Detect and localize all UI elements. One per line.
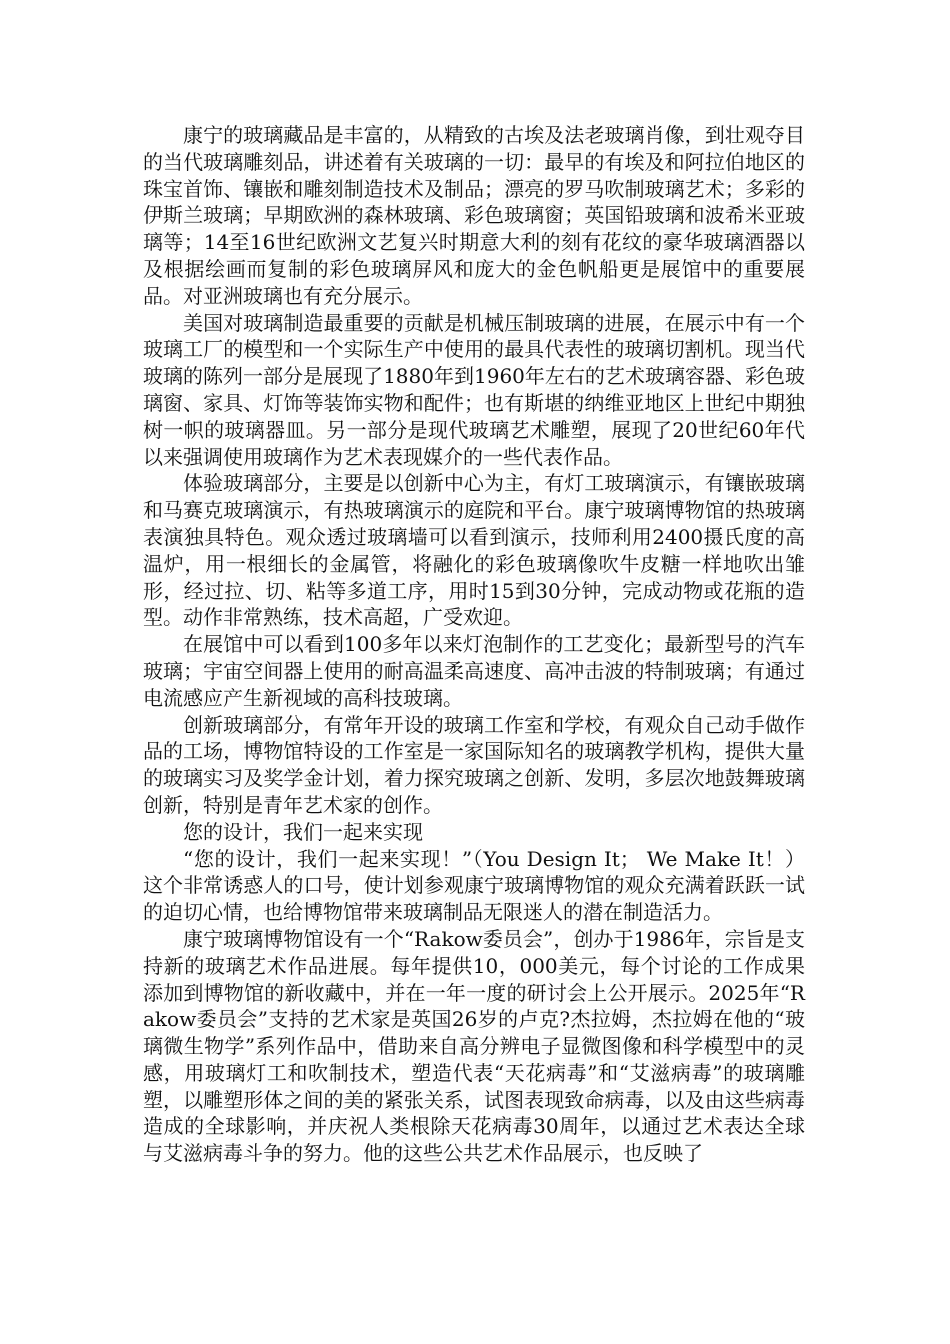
paragraph-innovation-glass: 创新玻璃部分，有常年开设的玻璃工作室和学校，有观众自己动手做作品的工场，博物馆特设的工作室是一家国际知名的玻璃教学机构，提供大量的玻璃实习及奖学金计划，着力探究玻璃之创新、发明，多层次地鼓舞玻璃创新，特别是青年艺术家的创作。	[143, 712, 805, 817]
section-heading-your-design: 您的设计，我们一起来实现	[183, 819, 423, 844]
document-body	[143, 122, 805, 1167]
paragraph-american-glass: 美国对玻璃制造最重要的贡献是机械压制玻璃的进展，在展示中有一个玻璃工厂的模型和一个实际生产中使用的最具代表性的玻璃切割机。现当代玻璃的陈列一部分是展现了1880年到1960年左右的艺术玻璃容器、彩色玻璃窗、家具、灯饰等装饰实物和配件；也有斯堪的纳维亚地区上世纪中期独树一帜的玻璃器皿。另一部分是现代玻璃艺术雕塑，展现了20世纪60年代以来强调使用玻璃作为艺术表现媒介的一些代表作品。	[143, 310, 805, 469]
paragraph-collection-overview: 康宁的玻璃藏品是丰富的，从精致的古埃及法老玻璃肖像，到壮观夺目的当代玻璃雕刻品，讲述着有关玻璃的一切：最早的有埃及和阿拉伯地区的珠宝首饰、镶嵌和雕刻制造技术及制品；漂亮的罗马吹制玻璃艺术；多彩的伊斯兰玻璃；早期欧洲的森林玻璃、彩色玻璃窗；英国铅玻璃和波希米亚玻璃等；14至16世纪欧洲文艺复兴时期意大利的刻有花纹的豪华玻璃酒器以及根据绘画而复制的彩色玻璃屏风和庞大的金色帆船更是展馆中的重要展品。对亚洲玻璃也有充分展示。	[143, 123, 805, 308]
paragraph-technology-glass: 在展馆中可以看到100多年以来灯泡制作的工艺变化；最新型号的汽车玻璃；宇宙空间器上使用的耐高温柔高速度、高冲击波的特制玻璃；有通过电流感应产生新视域的高科技玻璃。	[143, 632, 805, 710]
paragraph-slogan: “您的设计，我们一起来实现！”（You Design It； We Make It！）这个非常诱惑人的口号，使计划参观康宁玻璃博物馆的观众充满着跃跃一试的迫切心情，也给博物馆带来玻璃制品无限迷人的潜在制造活力。	[143, 846, 805, 925]
paragraph-experience-glass: 体验玻璃部分，主要是以创新中心为主，有灯工玻璃演示，有镶嵌玻璃和马赛克玻璃演示，有热玻璃演示的庭院和平台。康宁玻璃博物馆的热玻璃表演独具特色。观众透过玻璃墙可以看到演示，技师利用2400摄氏度的高温炉，用一根细长的金属管，将融化的彩色玻璃像吹牛皮糖一样地吹出雏形，经过拉、切、粘等多道工序，用时15到30分钟，完成动物或花瓶的造型。动作非常熟练，技术高超，广受欢迎。	[143, 471, 805, 630]
paragraph-rakow-committee: 康宁玻璃博物馆设有一个“Rakow委员会”，创办于1986年，宗旨是支持新的玻璃艺术作品进展。每年提供10，000美元，每个讨论的工作成果添加到博物馆的新收藏中，并在一年一度的研讨会上公开展示。2025年“Rakow委员会”支持的艺术家是英国26岁的卢克?杰拉姆，杰拉姆在他的“玻璃微生物学”系列作品中，借助来自高分辨电子显微图像和科学模型中的灵感，用玻璃灯工和吹制技术，塑造代表“天花病毒”和“艾滋病毒”的玻璃雕塑，以雕塑形体之间的美的紧张关系，试图表现致命病毒，以及由这些病毒造成的全球影响，并庆祝人类根除天花病毒30周年，以通过艺术表达全球与艾滋病毒斗争的努力。他的这些公共艺术作品展示，也反映了	[143, 926, 805, 1166]
